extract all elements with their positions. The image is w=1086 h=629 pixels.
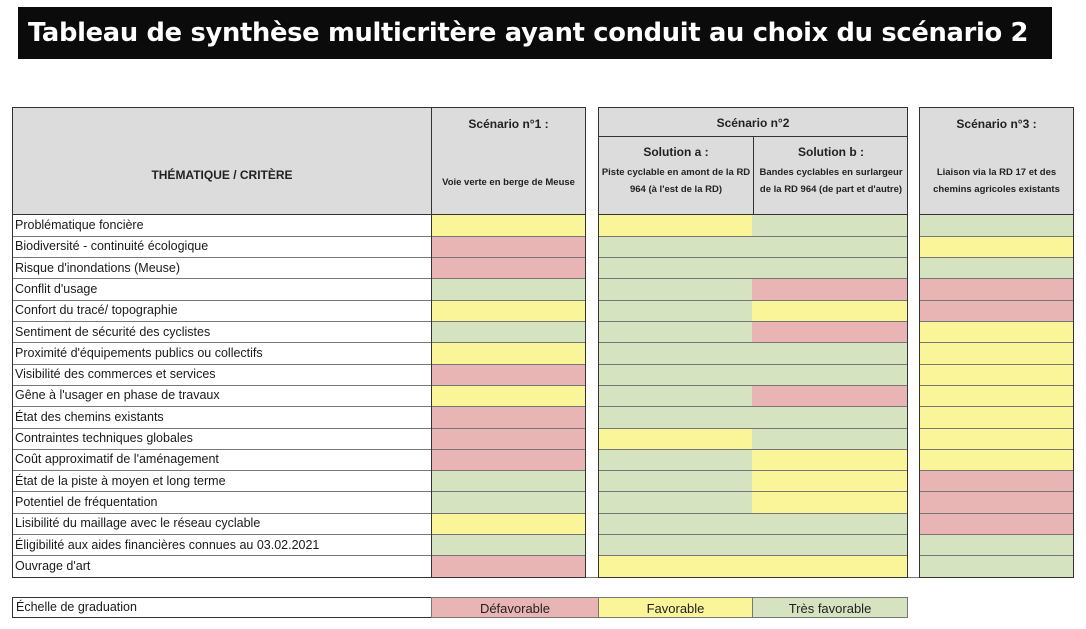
- rating-cell: [431, 492, 586, 513]
- table-row: [0, 407, 1086, 428]
- rating-cell: [752, 258, 908, 279]
- rating-cell: [919, 407, 1074, 428]
- rating-cell: [431, 364, 586, 385]
- rating-cell: [431, 535, 586, 556]
- rating-cell: [752, 556, 908, 577]
- table-row: [0, 513, 1086, 534]
- rating-cell: [598, 492, 753, 513]
- table-row: [0, 492, 1086, 513]
- rating-cell: [919, 385, 1074, 406]
- rating-cell: [752, 428, 908, 449]
- column-gutter: [908, 215, 919, 577]
- rating-cell: [598, 236, 753, 257]
- table-row: [0, 258, 1086, 279]
- rating-cell: [431, 279, 586, 300]
- table-row: [0, 449, 1086, 470]
- criterion-label: Problématique foncière: [15, 218, 144, 232]
- rating-cell: [431, 407, 586, 428]
- rating-cell: [919, 300, 1074, 321]
- rating-cell: [598, 279, 753, 300]
- scenario2-header: [598, 107, 908, 215]
- rating-cell: [752, 407, 908, 428]
- rating-cell: [431, 236, 586, 257]
- table-row: [0, 236, 1086, 257]
- rating-cell: [431, 428, 586, 449]
- criterion-label: Coût approximatif de l'aménagement: [15, 452, 219, 467]
- scenario3-header: [919, 107, 1074, 215]
- rating-cell: [919, 449, 1074, 470]
- table-row: [0, 322, 1086, 343]
- table-row: [0, 556, 1086, 577]
- criterion-label: Lisibilité du maillage avec le réseau cyclable: [15, 516, 261, 531]
- rating-cell: [598, 364, 753, 385]
- scenario1-description: Voie verte en berge de Meuse: [442, 177, 575, 188]
- rating-cell: [919, 236, 1074, 257]
- rating-cell: [752, 449, 908, 470]
- rating-cell: [919, 279, 1074, 300]
- legend-favorable: Favorable: [598, 597, 753, 618]
- rating-cell: [752, 385, 908, 406]
- table-row: [0, 428, 1086, 449]
- rating-cell: [431, 556, 586, 577]
- rating-cell: [598, 343, 753, 364]
- criterion-label: Confort du tracé/ topographie: [15, 303, 178, 318]
- rating-cell: [752, 343, 908, 364]
- rating-cell: [431, 300, 586, 321]
- rating-cell: [919, 428, 1074, 449]
- table-row: [0, 343, 1086, 364]
- rating-cell: [431, 258, 586, 279]
- column-gutter: [586, 215, 598, 577]
- rating-cell: [431, 449, 586, 470]
- rating-cell: [598, 258, 753, 279]
- criteria-header-label: THÉMATIQUE / CRITÈRE: [151, 168, 293, 182]
- rating-cell: [598, 535, 753, 556]
- scenario2-title: Scénario n°2: [716, 116, 790, 130]
- scenario1-header: [431, 107, 586, 215]
- solution-b-description: Bandes cyclables en surlargeur de la RD 964 (de part et d'autre): [759, 167, 903, 195]
- rating-cell: [752, 279, 908, 300]
- rating-cell: [919, 556, 1074, 577]
- rating-cell: [598, 407, 753, 428]
- rating-cell: [431, 513, 586, 534]
- criterion-label: Potentiel de fréquentation: [15, 494, 158, 509]
- rating-cell: [598, 513, 753, 534]
- table-row: [0, 364, 1086, 385]
- criterion-label: Proximité d'équipements publics ou collectifs: [15, 345, 263, 360]
- rating-cell: [919, 471, 1074, 492]
- rating-cell: [431, 385, 586, 406]
- rating-cell: [752, 300, 908, 321]
- criterion-label: État des chemins existants: [15, 409, 164, 424]
- criterion-label: Contraintes techniques globales: [15, 431, 193, 445]
- scenario3-title: Scénario n°3 :: [956, 117, 1037, 131]
- rating-cell: [919, 513, 1074, 534]
- criterion-label: Gêne à l'usager en phase de travaux: [15, 388, 220, 403]
- rating-cell: [598, 428, 753, 449]
- page-title: Tableau de synthèse multicritère ayant conduit au choix du scénario 2: [18, 7, 1052, 59]
- rating-cell: [431, 343, 586, 364]
- criterion-label: Risque d'inondations (Meuse): [15, 260, 180, 275]
- table-row: [0, 535, 1086, 556]
- table-row: [0, 471, 1086, 492]
- rating-cell: [919, 343, 1074, 364]
- table-row: [0, 385, 1086, 406]
- legend-label: Échelle de graduation: [16, 600, 137, 614]
- rating-cell: [598, 300, 753, 321]
- rating-cell: [598, 385, 753, 406]
- rating-cell: [919, 258, 1074, 279]
- rating-cell: [752, 535, 908, 556]
- table-row: [0, 300, 1086, 321]
- rating-cell: [598, 322, 753, 343]
- rating-cell: [919, 535, 1074, 556]
- solution-b-title: Solution b :: [798, 145, 864, 159]
- rating-cell: [431, 322, 586, 343]
- rating-cell: [598, 449, 753, 470]
- legend-defavorable: Défavorable: [431, 597, 599, 618]
- criterion-label: Biodiversité - continuité écologique: [15, 239, 209, 254]
- rating-cell: [919, 215, 1074, 236]
- rating-cell: [752, 236, 908, 257]
- scenario3-description: Liaison via la RD 17 et des chemins agricoles existants: [933, 167, 1060, 195]
- rating-cell: [919, 492, 1074, 513]
- rating-cell: [598, 215, 753, 236]
- rating-cell: [431, 471, 586, 492]
- rating-cell: [431, 215, 586, 236]
- rating-cell: [752, 471, 908, 492]
- rating-cell: [752, 364, 908, 385]
- rating-cell: [752, 322, 908, 343]
- rating-cell: [598, 556, 753, 577]
- rating-cell: [752, 513, 908, 534]
- criterion-label: Éligibilité aux aides financières connues au 03.02.2021: [15, 537, 320, 552]
- solution-a-title: Solution a :: [643, 145, 709, 159]
- rating-cell: [752, 492, 908, 513]
- legend-label-box: [12, 597, 432, 618]
- scenario1-title: Scénario n°1 :: [468, 117, 549, 131]
- legend-tres-favorable: Très favorable: [752, 597, 908, 618]
- table-row: [0, 215, 1086, 236]
- solution-a-description: Piste cyclable en amont de la RD 964 (à l'est de la RD): [601, 167, 751, 195]
- criterion-label: État de la piste à moyen et long terme: [15, 473, 226, 488]
- rating-cell: [598, 471, 753, 492]
- table-row: [0, 279, 1086, 300]
- rating-cell: [919, 322, 1074, 343]
- criterion-label: Ouvrage d'art: [15, 558, 91, 573]
- criteria-header: [12, 107, 432, 215]
- criterion-label: Visibilité des commerces et services: [15, 367, 216, 382]
- rating-cell: [919, 364, 1074, 385]
- rating-cell: [752, 215, 908, 236]
- criterion-label: Sentiment de sécurité des cyclistes: [15, 324, 211, 339]
- criterion-label: Conflit d'usage: [15, 281, 98, 296]
